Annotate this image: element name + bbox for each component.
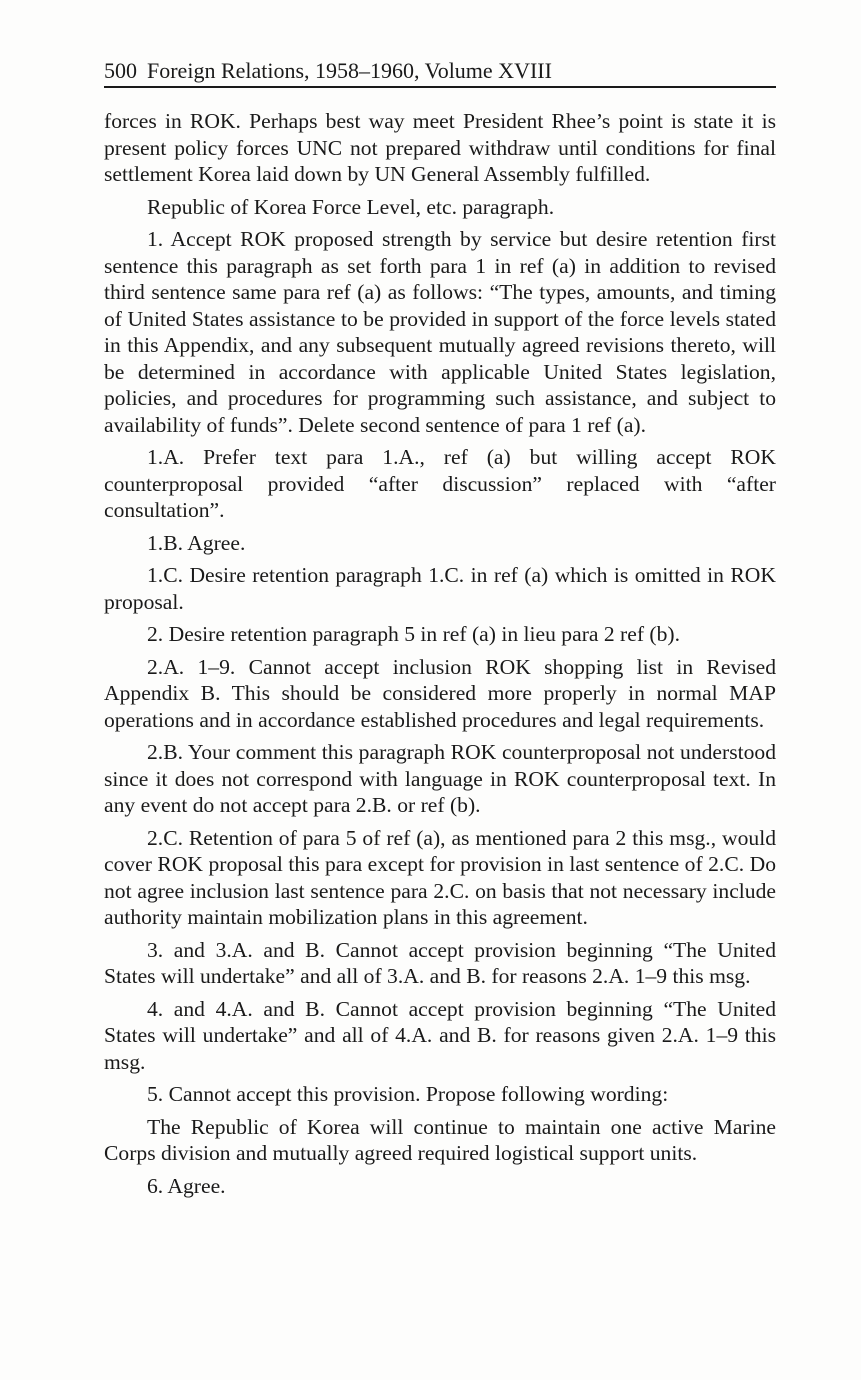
paragraph-3: 3. and 3.A. and B. Cannot accept provision beginning “The United States will undertake” and all of 3.A. and B. for reasons 2.A. 1–9 this msg. xyxy=(104,937,776,988)
running-header xyxy=(104,56,776,86)
paragraph-4: 4. and 4.A. and B. Cannot accept provision beginning “The United States will undertake” and all of 4.A. and B. for reasons given 2.A. 1–9 this msg. xyxy=(104,996,776,1074)
paragraph-1: 1. Accept ROK proposed strength by service but desire retention first sentence this paragraph as set forth para 1 in ref (a) in addition to revised third sentence same para ref (a) as follows: “The types, amounts, and timing of United States assistance to be provided in support of the force levels stated in this Appendix, and any subsequent mutually agreed revisions thereto, will be determined in accordance with applicable United States legislation, policies, and procedures for programming such assistance, and subject to availability of funds”. Delete second sentence of para 1 ref (a). xyxy=(104,227,776,437)
body-text xyxy=(104,108,776,1205)
paragraph-5-wording: The Republic of Korea will continue to maintain one active Marine Corps division and mutually agreed required logistical support units. xyxy=(104,1114,776,1165)
paragraph-1a: 1.A. Prefer text para 1.A., ref (a) but willing accept ROK counterproposal provided “after discussion” replaced with “after consultation”. xyxy=(104,445,776,522)
paragraph-5: 5. Cannot accept this provision. Propose following wording: xyxy=(147,1082,669,1106)
page-number: 500 xyxy=(104,58,137,83)
paragraph-1b: 1.B. Agree. xyxy=(147,530,246,555)
paragraph-2c: 2.C. Retention of para 5 of ref (a), as mentioned para 2 this msg., would cover ROK proposal this para except for provision in last sentence of 2.C. Do not agree inclusion last sentence para 2.C. on basis that not necessary include authority maintain mobilization plans in this agreement. xyxy=(104,825,776,929)
paragraph-2a: 2.A. 1–9. Cannot accept inclusion ROK shopping list in Revised Appendix B. This should be considered more properly in normal MAP operations and in accordance established procedures and legal requirements. xyxy=(104,654,776,732)
paragraph-1c: 1.C. Desire retention paragraph 1.C. in ref (a) which is omitted in ROK proposal. xyxy=(104,563,776,614)
paragraph-2b: 2.B. Your comment this paragraph ROK counterproposal not understood since it does not correspond with language in ROK counterproposal text. In any event do not accept para 2.B. or ref (b). xyxy=(104,740,776,817)
paragraph-force-level-heading: Republic of Korea Force Level, etc. paragraph. xyxy=(147,194,555,219)
header-rule xyxy=(104,86,776,88)
volume-title: Foreign Relations, 1958–1960, Volume XVIII xyxy=(147,58,552,83)
paragraph-continuation: forces in ROK. Perhaps best way meet President Rhee’s point is state it is present policy forces UNC not prepared withdraw until conditions for final settlement Korea laid down by UN General Assembly fulfilled. xyxy=(104,109,776,186)
paragraph-2: 2. Desire retention paragraph 5 in ref (a) in lieu para 2 ref (b). xyxy=(147,622,681,646)
paragraph-6: 6. Agree. xyxy=(147,1173,226,1198)
